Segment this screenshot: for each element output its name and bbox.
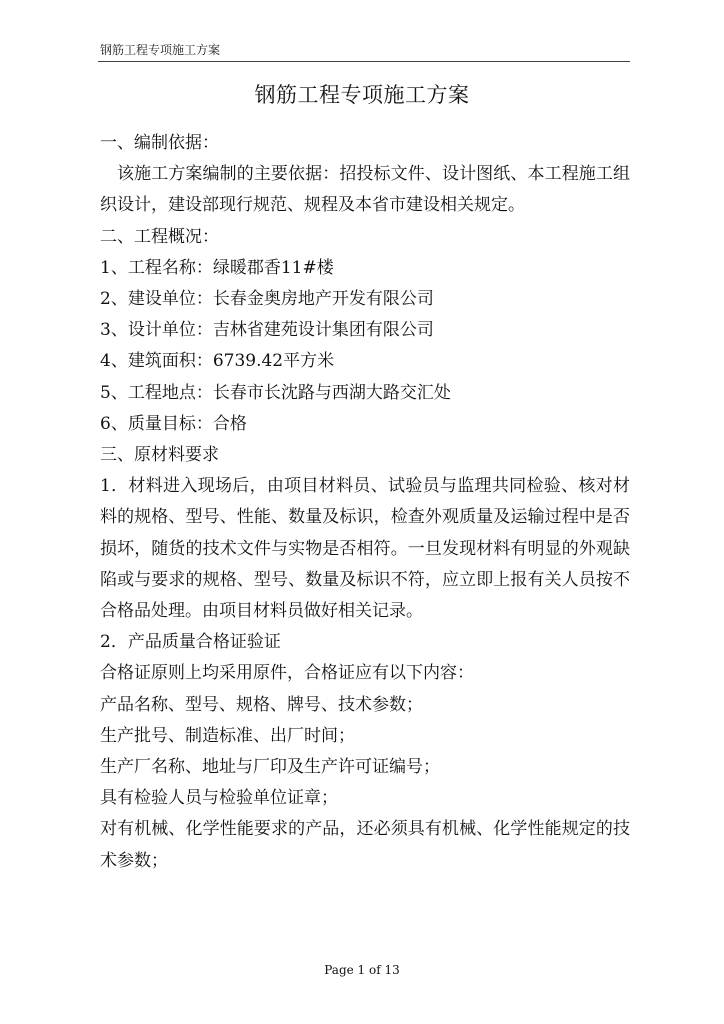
document-title: 钢筋工程专项施工方案 bbox=[254, 83, 470, 107]
document-body bbox=[100, 128, 630, 877]
section-heading-overview: 二、工程概况： bbox=[100, 226, 219, 247]
certificate-item: 具有检验人员与检验单位证章； bbox=[100, 788, 338, 809]
header-divider bbox=[98, 61, 630, 62]
basis-paragraph: 该施工方案编制的主要依据：招投标文件、设计图纸、本工程施工组织设计，建设部现行规范、规程及本省市建设相关规定。 bbox=[100, 164, 630, 216]
certificate-item: 生产批号、制造标准、出厂时间； bbox=[100, 725, 355, 746]
materials-inspection-paragraph: 1．材料进入现场后，由项目材料员、试验员与监理共同检验、核对材料的规格、型号、性能、数量及标识，检查外观质量及运输过程中是否损坏，随货的技术文件与实物是否相符。一旦发现材料有明显的外观缺陷或与要求的规格、型号、数量及标识不符，应立即上报有关人员按不合格品处理。由项目材料员做好相关记录。 bbox=[100, 476, 630, 622]
section-heading-basis: 一、编制依据： bbox=[100, 133, 219, 153]
page-number: Page 1 of 13 bbox=[324, 963, 400, 977]
certificate-item: 产品名称、型号、规格、牌号、技术参数； bbox=[100, 694, 423, 715]
certificate-item: 对有机械、化学性能要求的产品，还必须具有机械、化学性能规定的技术参数； bbox=[100, 819, 630, 871]
certificate-intro: 合格证原则上均采用原件，合格证应有以下内容： bbox=[100, 663, 474, 684]
overview-item-location: 5、工程地点：长春市长沈路与西湖大路交汇处 bbox=[100, 382, 451, 403]
certificate-item: 生产厂名称、地址与厂印及生产许可证编号； bbox=[100, 757, 440, 778]
certificate-heading: 2．产品质量合格证验证 bbox=[100, 632, 281, 653]
overview-item-area: 4、建筑面积：6739.42平方米 bbox=[100, 351, 335, 372]
overview-item-name: 1、工程名称：绿暖郡香11#楼 bbox=[100, 257, 334, 278]
overview-item-designer: 3、设计单位：吉林省建苑设计集团有限公司 bbox=[100, 320, 434, 341]
section-heading-materials: 三、原材料要求 bbox=[100, 445, 219, 466]
running-header: 钢筋工程专项施工方案 bbox=[100, 43, 221, 57]
overview-item-quality: 6、质量目标：合格 bbox=[100, 413, 247, 434]
overview-item-owner: 2、建设单位：长春金奥房地产开发有限公司 bbox=[100, 289, 434, 310]
